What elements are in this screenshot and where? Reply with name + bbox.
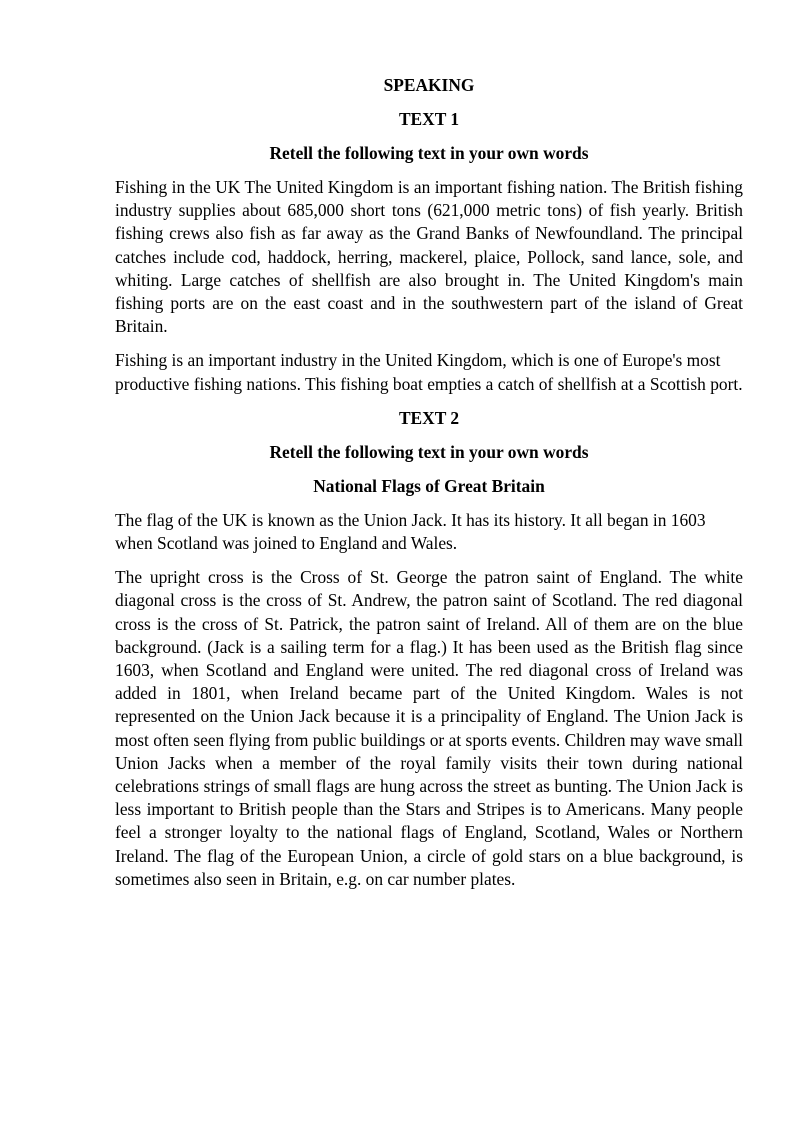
text1-instruction: Retell the following text in your own words <box>269 143 589 163</box>
section-title: SPEAKING <box>383 75 475 95</box>
text1-label: TEXT 1 <box>398 109 460 129</box>
text2-paragraph-2: The upright cross is the Cross of St. George the patron saint of England. The white diagonal cross is the cross of St. Andrew, the patron saint of Scotland. The red diagonal cross is the cross of St. Patrick, the patron saint of Ireland. All of them are on the blue background. (Jack is a sailing term for a flag.) It has been used as the British flag since 1603, when Scotland and England were united. The red diagonal cross of Ireland was added in 1801, when Ireland became part of the United Kingdom. Wales is not represented on the Union Jack because it is a principality of England. The Union Jack is most often seen flying from public buildings or at sports events. Children may wave small Union Jacks when a member of the royal family visits their town during national celebrations strings of small flags are hung across the street as bunting. The Union Jack is less important to British people than the Stars and Stripes is to Americans. Many people feel a stronger loyalty to the national flags of England, Scotland, Wales or Northern Ireland. The flag of the European Union, a circle of gold stars on a blue background, is sometimes also seen in Britain, e.g. on car number plates. <box>115 567 743 889</box>
text2-paragraph-1: The flag of the UK is known as the Union Jack. It has its history. It all began in 1603 when Scotland was joined to England and Wales. <box>115 509 706 554</box>
text1-paragraph-1: Fishing in the UK The United Kingdom is an important fishing nation. The British fishing industry supplies about 685,000 short tons (621,000 metric tons) of fish yearly. British fishing crews also fish as far away as the Grand Banks of Newfoundland. The principal catches include cod, haddock, herring, mackerel, plaice, Pollock, sand lance, sole, and whiting. Large catches of shellfish are also brought in. The United Kingdom's main fishing ports are on the east coast and in the southwestern part of the island of Great Britain. <box>115 177 743 337</box>
text2-label: TEXT 2 <box>398 407 460 428</box>
text2-title: National Flags of Great Britain <box>313 475 545 496</box>
text2-instruction: Retell the following text in your own words <box>269 441 589 462</box>
text1-paragraph-2: Fishing is an important industry in the United Kingdom, which is one of Europe's most productive fishing nations. This fishing boat empties a catch of shellfish at a Scottish port. <box>115 350 743 394</box>
document-page <box>115 74 743 902</box>
